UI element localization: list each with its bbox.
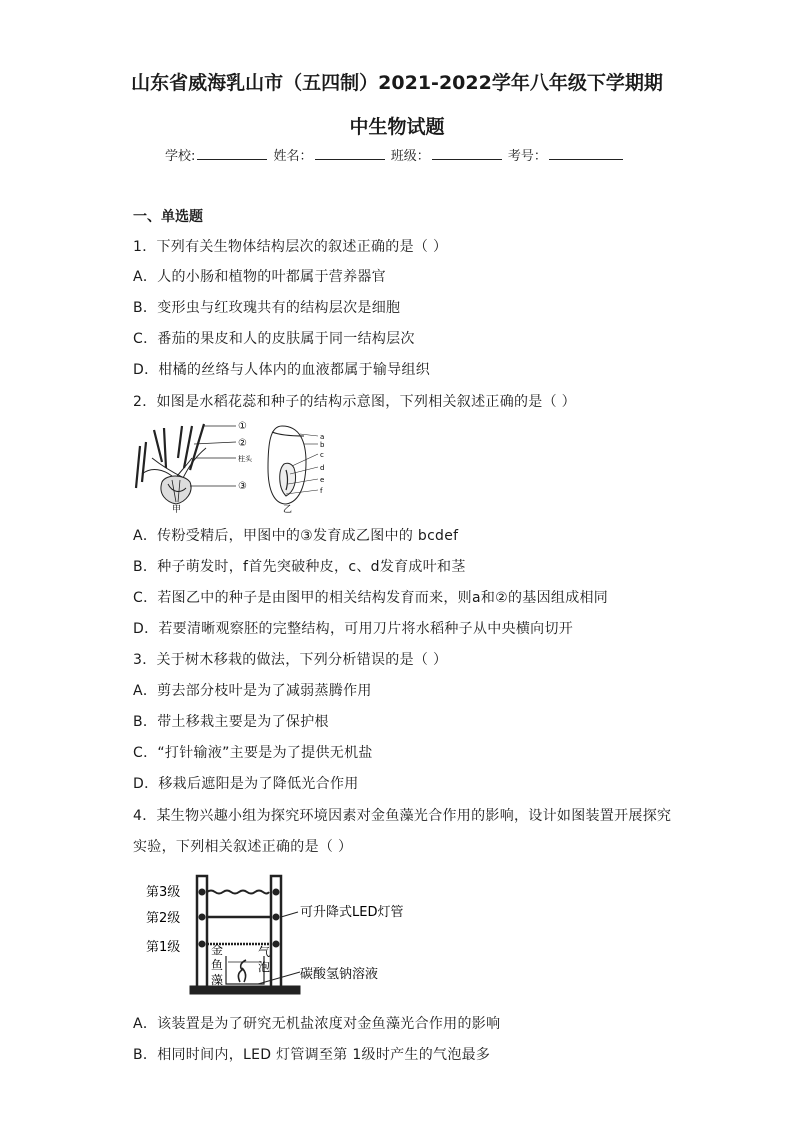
question-1-option-c: C．番茄的果皮和人的皮肤属于同一结构层次 <box>133 331 415 347</box>
plant-label-char-3: 藻 <box>211 973 224 987</box>
question-2-option-b: B．种子萌发时，f首先突破种皮，c、d发育成叶和茎 <box>133 559 466 575</box>
lamp-pointer <box>281 912 298 917</box>
question-1-option-a: A．人的小肠和植物的叶都属于营养器官 <box>133 269 386 285</box>
seed-label-d: d <box>320 464 325 472</box>
seed-label-c: c <box>320 451 324 459</box>
question-3-stem: 3．关于树木移栽的做法，下列分析错误的是（ ） <box>133 652 448 668</box>
seed-label-e: e <box>320 476 325 484</box>
question-4-stem-line-2: 实验，下列相关叙述正确的是（ ） <box>133 839 353 855</box>
title-line-2: 中生物试题 <box>349 116 445 138</box>
seed-label-a: a <box>320 433 325 441</box>
school-blank[interactable] <box>197 147 267 160</box>
name-label: 姓名： <box>273 149 313 164</box>
question-4-option-b: B．相同时间内，LED 灯管调至第 1级时产生的气泡最多 <box>133 1047 491 1063</box>
section-title: 一、单选题 <box>133 209 203 225</box>
flower-pointer-lines <box>190 426 236 486</box>
flower-label-stigma: 柱头 <box>238 455 252 463</box>
question-1-option-b: B．变形虫与红玫瑰共有的结构层次是细胞 <box>133 300 401 316</box>
name-blank[interactable] <box>315 147 385 160</box>
level-1-label: 第1级 <box>146 940 181 955</box>
student-info-row <box>165 145 625 164</box>
question-2-option-c: C．若图乙中的种子是由图甲的相关结构发育而来，则a和②的基因组成相同 <box>133 590 609 606</box>
bubble-label-char-2: 泡 <box>258 960 271 974</box>
flower-label-3: ③ <box>238 481 247 492</box>
plant-label-char-2: 鱼 <box>211 958 224 972</box>
lamp-label: 可升降式LED灯管 <box>300 905 404 920</box>
rice-flower-seed-figure <box>132 418 332 514</box>
plant-label-char-1: 金 <box>211 943 224 957</box>
figure-caption-jia: 甲 <box>172 505 182 514</box>
figure-caption-yi: 乙 <box>283 505 293 514</box>
question-2-stem: 2．如图是水稻花蕊和种子的结构示意图，下列相关叙述正确的是（ ） <box>133 394 576 410</box>
number-blank[interactable] <box>549 147 623 160</box>
question-1-option-d: D．柑橘的丝络与人体内的血液都属于输导组织 <box>133 362 431 378</box>
level-2-label: 第2级 <box>146 911 181 926</box>
class-label: 班级： <box>390 149 430 164</box>
question-4-option-a: A．该装置是为了研究无机盐浓度对金鱼藻光合作用的影响 <box>133 1016 501 1032</box>
seed-label-b: b <box>320 441 325 449</box>
rice-flower-drawing <box>136 424 206 504</box>
question-4-stem-line-1: 4．某生物兴趣小组为探究环境因素对金鱼藻光合作用的影响，设计如图装置开展探究 <box>133 808 672 824</box>
number-label: 考号： <box>507 149 547 164</box>
flower-label-1: ① <box>238 421 247 432</box>
solution-label: 碳酸氢钠溶液 <box>300 967 379 982</box>
question-3-option-c: C．“打针输液”主要是为了提供无机盐 <box>133 745 373 761</box>
level-3-label: 第3级 <box>146 885 181 900</box>
question-2-option-a: A．传粉受精后，甲图中的③发育成乙图中的 bcdef <box>133 528 459 544</box>
seed-label-f: f <box>320 487 323 495</box>
school-label: 学校: <box>165 149 196 164</box>
title-line-1: 山东省威海乳山市（五四制）2021-2022学年八年级下学期期 <box>131 72 663 94</box>
question-3-option-a: A．剪去部分枝叶是为了减弱蒸腾作用 <box>133 683 372 699</box>
question-1-stem: 1．下列有关生物体结构层次的叙述正确的是（ ） <box>133 239 448 255</box>
led-apparatus-figure <box>140 872 420 1000</box>
class-blank[interactable] <box>432 147 502 160</box>
question-3-option-b: B．带土移栽主要是为了保护根 <box>133 714 329 730</box>
question-3-option-d: D．移栽后遮阳是为了降低光合作用 <box>133 776 359 792</box>
bubble-label-char-1: 气 <box>258 945 271 959</box>
flower-label-2: ② <box>238 438 247 449</box>
question-2-option-d: D．若要清晰观察胚的完整结构，可用刀片将水稻种子从中央横向切开 <box>133 621 574 637</box>
